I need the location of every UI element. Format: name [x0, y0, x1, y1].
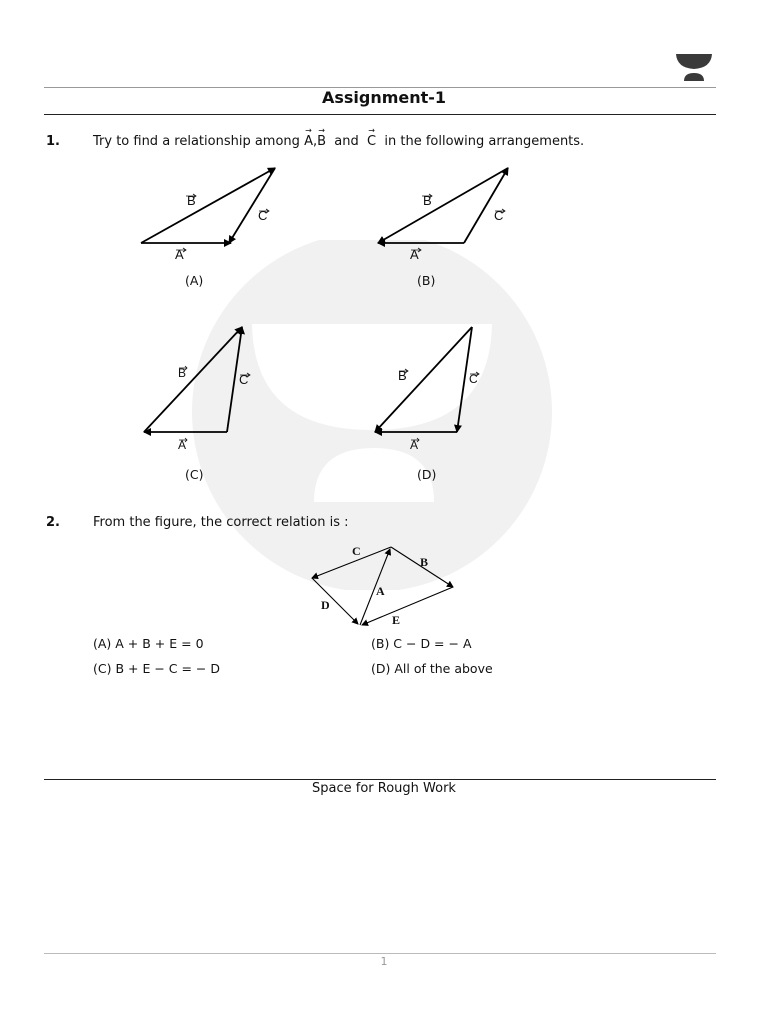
fig-d-label-c: C	[469, 372, 478, 386]
q1-vector-a: → A	[304, 134, 313, 149]
q2-option-a[interactable]: (A) A + B + E = 0	[93, 636, 204, 651]
q2-option-c[interactable]: (C) B + E − C = − D	[93, 661, 220, 676]
question-1-number: 1.	[46, 134, 60, 149]
question-2-number: 2.	[46, 515, 60, 530]
fig-c-label-c: C	[239, 372, 249, 387]
page-number: 1	[380, 955, 388, 968]
fig-b-label-b: B	[423, 193, 432, 208]
fig-c-label-a: A	[178, 438, 187, 452]
fig-a-label-b: B	[187, 193, 196, 208]
fig-d-caption: (D)	[417, 467, 437, 482]
fig-c-label-b: B	[178, 366, 187, 380]
q1-text-before: Try to find a relationship among	[93, 134, 300, 149]
q2-label-c: C	[352, 544, 361, 558]
fig-b-caption: (B)	[417, 273, 436, 288]
q1-separator: ,	[312, 134, 318, 149]
fig-d-vector-b	[375, 327, 472, 432]
fig-b-label-a: A	[410, 247, 419, 262]
q2-option-d[interactable]: (D) All of the above	[371, 661, 493, 676]
q1-text-after: in the following arrangements.	[384, 134, 585, 149]
q1-vector-c: → C	[367, 134, 376, 149]
rough-work-label: Space for Rough Work	[312, 781, 456, 796]
fig-a-caption: (A)	[185, 273, 204, 288]
q2-label-e: E	[392, 613, 401, 627]
footer-rule	[44, 953, 716, 954]
q2-label-b: B	[420, 555, 429, 569]
fig-b-vector-c	[464, 168, 508, 243]
fig-c-vector-b	[144, 327, 242, 432]
fig-a-label-a: A	[175, 247, 184, 262]
q1-vector-b: → B	[317, 134, 326, 149]
q1-figures	[0, 0, 768, 500]
page-title: Assignment-1	[321, 88, 447, 107]
fig-a-label-c: C	[258, 208, 268, 223]
fig-a-vector-b	[141, 168, 275, 243]
fig-d-label-a: A	[410, 438, 419, 452]
q2-label-a: A	[376, 584, 385, 598]
fig-a-vector-c	[229, 168, 275, 243]
q2-vector-a	[360, 549, 390, 625]
q2-vector-d	[312, 578, 358, 624]
q2-figure	[300, 540, 470, 635]
q1-and: and	[334, 134, 359, 149]
question-2-text: From the figure, the correct relation is :	[93, 515, 349, 530]
q2-option-b[interactable]: (B) C − D = − A	[371, 636, 472, 651]
fig-b-label-c: C	[494, 208, 504, 223]
fig-d-label-b: B	[398, 368, 407, 383]
q2-label-d: D	[321, 598, 330, 612]
fig-b-vector-b	[378, 168, 508, 243]
fig-c-caption: (C)	[185, 467, 204, 482]
rough-work-rule	[44, 779, 716, 780]
